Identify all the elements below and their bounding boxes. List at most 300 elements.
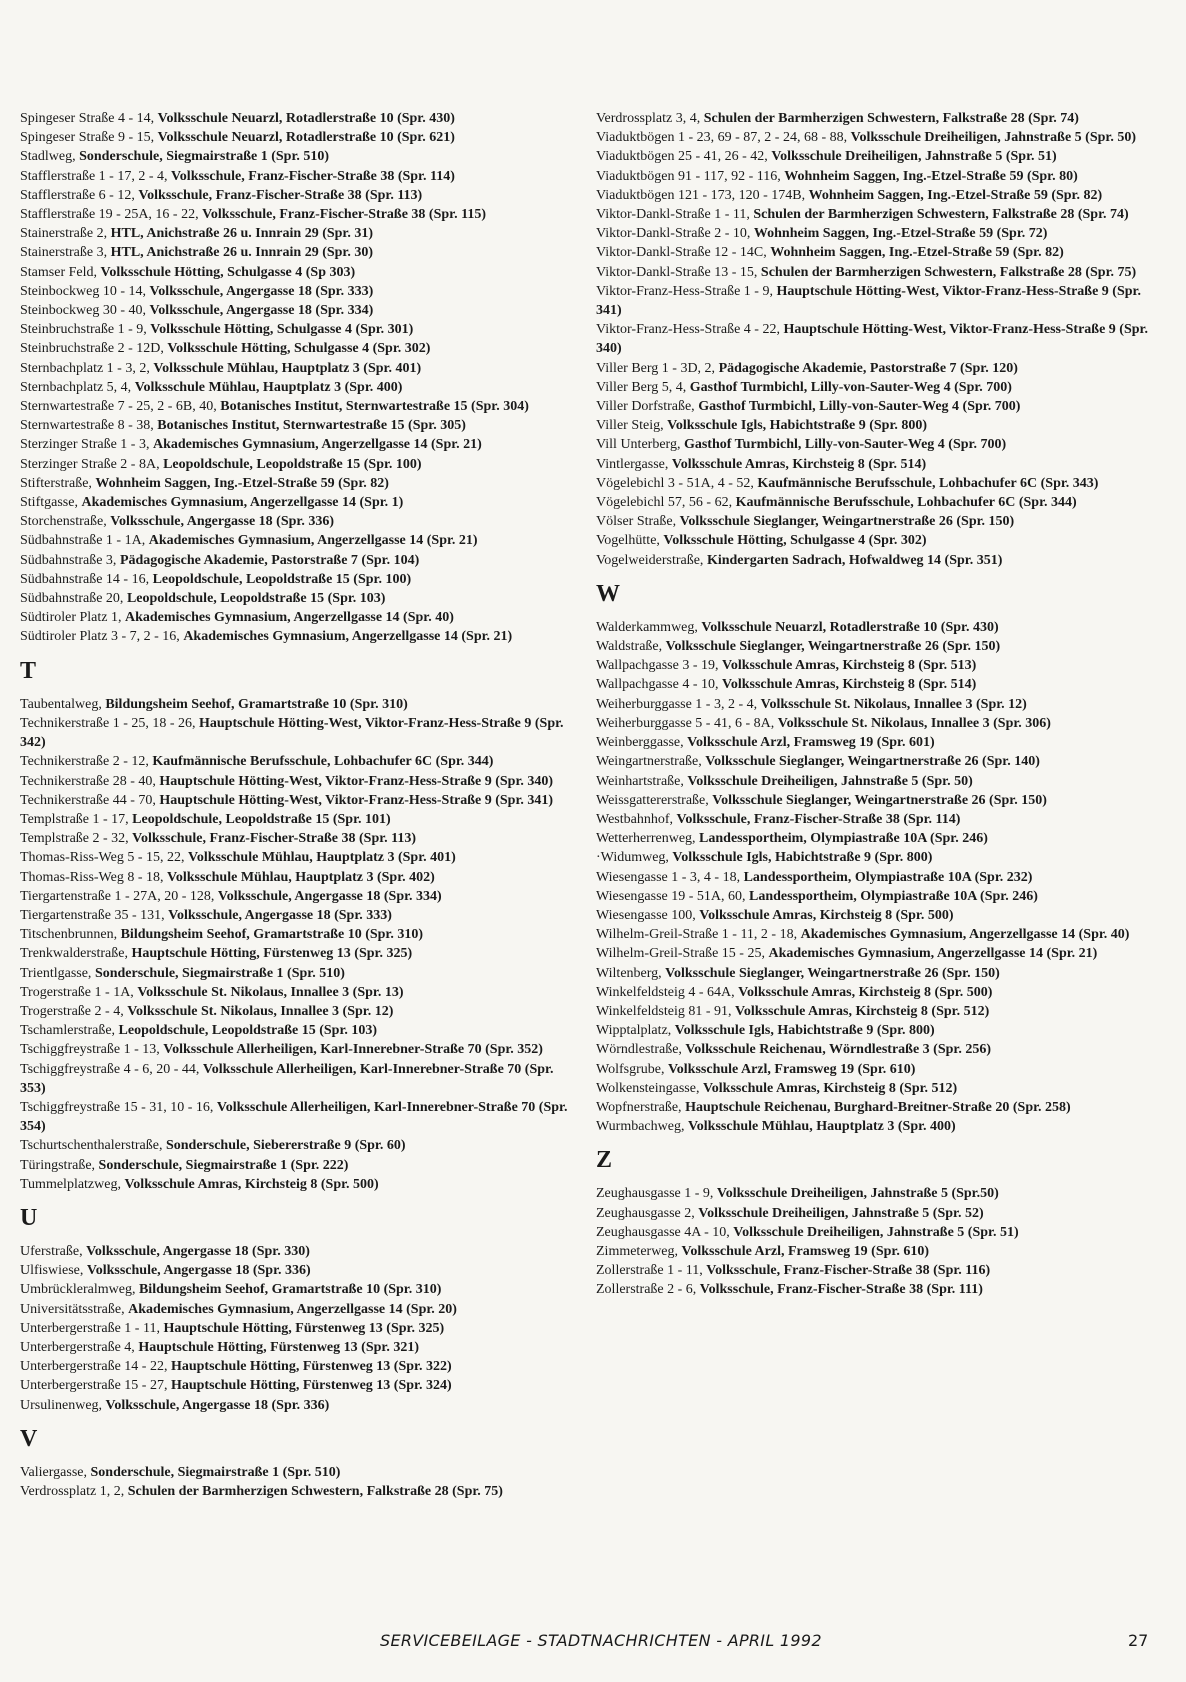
street-name: Technikerstraße 44 - 70, <box>20 792 156 808</box>
school-assignment: Volksschule, Franz-Fischer-Straße 38 (Spr. 113) <box>132 831 417 847</box>
street-entry <box>596 416 1156 435</box>
school-assignment: Gasthof Turmbichl, Lilly-von-Sauter-Weg 4 (Spr. 700) <box>689 379 1012 395</box>
street-name: Viaduktbögen 91 - 117, 92 - 116, <box>596 168 781 184</box>
street-name: Viktor-Dankl-Straße 1 - 11, <box>596 207 750 223</box>
street-entry <box>596 263 1156 282</box>
school-assignment: Volksschule Dreiheiligen, Jahnstraße 5 (Spr. 51) <box>733 1224 1019 1240</box>
school-assignment: Volksschule Allerheiligen, Karl-Innerebner-Straße 70 (Spr. 352) <box>163 1042 543 1058</box>
street-name: Viaduktbögen 1 - 23, 69 - 87, 2 - 24, 68 - 88, <box>596 130 848 146</box>
street-entry <box>596 618 1156 637</box>
street-name: Wolkensteingasse, <box>596 1080 700 1096</box>
street-name: Wolfsgrube, <box>596 1061 665 1077</box>
street-name: Vögelebichl 57, 56 - 62, <box>596 495 733 511</box>
street-name: Steinbockweg 30 - 40, <box>20 303 146 319</box>
school-assignment: Hauptschule Reichenau, Burghard-Breitner-Straße 20 (Spr. 258) <box>685 1099 1071 1115</box>
school-assignment: HTL, Anichstraße 26 u. Innrain 29 (Spr. 30) <box>110 245 374 261</box>
school-assignment: Volksschule, Franz-Fischer-Straße 38 (Spr. 111) <box>699 1282 983 1298</box>
school-assignment: Volksschule Igls, Habichtstraße 9 (Spr. 800) <box>672 850 933 866</box>
street-entry <box>20 263 568 282</box>
street-name: Viktor-Dankl-Straße 13 - 15, <box>596 264 758 280</box>
street-entry <box>596 243 1156 262</box>
section-letter: V <box>20 1425 38 1452</box>
street-name: Weinhartstraße, <box>596 773 684 789</box>
school-assignment: Volksschule Sieglanger, Weingartnerstraße 26 (Spr. 140) <box>705 754 1040 770</box>
school-assignment: Landessportheim, Olympiastraße 10A (Spr. 246) <box>699 831 988 847</box>
street-entry <box>20 224 568 243</box>
street-name: Spingeser Straße 4 - 14, <box>20 111 155 126</box>
school-assignment: Volksschule Arzl, Framsweg 19 (Spr. 610) <box>681 1243 929 1259</box>
street-entry <box>596 964 1156 983</box>
school-assignment: Leopoldschule, Leopoldstraße 15 (Spr. 103) <box>126 591 386 607</box>
school-assignment: Volksschule Allerheiligen, Karl-Innerebner-Straße 70 (Spr. 354) <box>20 1099 568 1135</box>
street-entry <box>596 1060 1156 1079</box>
street-entry <box>20 301 568 320</box>
school-assignment: Akademisches Gymnasium, Angerzellgasse 14 (Spr. 20) <box>128 1301 457 1317</box>
street-name: Vögelebichl 3 - 51A, 4 - 52, <box>596 475 754 491</box>
footer-text: SERVICEBEILAGE - STADTNACHRICHTEN - APRIL 1992 <box>380 1631 822 1650</box>
school-assignment: Volksschule Sieglanger, Weingartnerstraße 26 (Spr. 150) <box>679 514 1015 530</box>
street-name: Wurmbachweg, <box>596 1119 685 1135</box>
school-assignment: Volksschule, Franz-Fischer-Straße 38 (Spr. 114) <box>676 811 961 827</box>
school-assignment: Schulen der Barmherzigen Schwestern, Falkstraße 28 (Spr. 75) <box>760 264 1137 280</box>
street-name: Thomas-Riss-Weg 5 - 15, 22, <box>20 850 185 866</box>
school-assignment: Akademisches Gymnasium, Angerzellgasse 14 (Spr. 1) <box>81 495 404 511</box>
school-assignment: Volksschule Amras, Kirchsteig 8 (Spr. 512) <box>735 1003 990 1019</box>
school-assignment: Bildungsheim Seehof, Gramartstraße 10 (Spr. 310) <box>120 927 424 943</box>
street-name: Stadlweg, <box>20 149 76 165</box>
school-assignment: Volksschule Igls, Habichtstraße 9 (Spr. 800) <box>667 418 928 434</box>
street-name: Titschenbrunnen, <box>20 927 118 943</box>
street-entry <box>596 1098 1156 1117</box>
street-entry <box>20 1098 568 1136</box>
street-entry <box>20 1376 568 1395</box>
street-name: Unterbergerstraße 15 - 27, <box>20 1378 168 1394</box>
school-assignment: Gasthof Turmbichl, Lilly-von-Sauter-Weg 4 (Spr. 700) <box>698 399 1021 415</box>
street-entry <box>20 1300 568 1319</box>
street-name: Universitätsstraße, <box>20 1301 125 1317</box>
school-assignment: Kaufmännische Berufsschule, Lohbachufer 6C (Spr. 344) <box>735 495 1077 511</box>
street-entry <box>596 829 1156 848</box>
school-assignment: Schulen der Barmherzigen Schwestern, Falkstraße 28 (Spr. 74) <box>753 207 1129 223</box>
street-name: Sternbachplatz 1 - 3, 2, <box>20 360 150 376</box>
school-assignment: Volksschule St. Nikolaus, Innallee 3 (Spr. 306) <box>777 715 1051 731</box>
street-entry <box>20 714 568 752</box>
street-entry <box>596 848 1156 867</box>
school-assignment: Leopoldschule, Leopoldstraße 15 (Spr. 100) <box>152 571 412 587</box>
street-name: Trogerstraße 2 - 4, <box>20 1003 124 1019</box>
street-name: Walderkammweg, <box>596 619 698 635</box>
school-assignment: Wohnheim Saggen, Ing.-Etzel-Straße 59 (Spr. 82) <box>808 187 1103 203</box>
street-entry <box>20 493 568 512</box>
street-entry <box>20 589 568 608</box>
street-entry <box>596 772 1156 791</box>
street-entry <box>596 1002 1156 1021</box>
street-entry <box>596 791 1156 810</box>
school-assignment: Sonderschule, Siegmairstraße 1 (Spr. 510) <box>79 149 330 165</box>
street-entry <box>20 455 568 474</box>
street-name: Tschiggfreystraße 4 - 6, 20 - 44, <box>20 1061 200 1077</box>
street-name: Unterbergerstraße 14 - 22, <box>20 1359 168 1375</box>
street-entry <box>20 551 568 570</box>
street-name: Viller Dorfstraße, <box>596 399 695 415</box>
street-entry <box>596 752 1156 771</box>
school-assignment: Volksschule, Angergasse 18 (Spr. 330) <box>86 1243 310 1259</box>
street-entry <box>20 128 568 147</box>
street-entry <box>20 887 568 906</box>
street-name: Weinberggasse, <box>596 735 684 751</box>
street-entry <box>596 695 1156 714</box>
school-assignment: Volksschule, Angergasse 18 (Spr. 333) <box>168 907 392 923</box>
street-entry <box>596 810 1156 829</box>
street-name: Sternwartestraße 8 - 38, <box>20 418 154 434</box>
school-assignment: Schulen der Barmherzigen Schwestern, Falkstraße 28 (Spr. 74) <box>703 111 1079 126</box>
street-name: Türingstraße, <box>20 1157 96 1173</box>
school-assignment: Volksschule Amras, Kirchsteig 8 (Spr. 512) <box>702 1080 958 1096</box>
street-name: Viller Berg 5, 4, <box>596 379 687 395</box>
street-entry <box>20 512 568 531</box>
street-name: Tiergartenstraße 1 - 27A, 20 - 128, <box>20 888 215 904</box>
street-name: Sterzinger Straße 2 - 8A, <box>20 456 160 472</box>
school-assignment: Schulen der Barmherzigen Schwestern, Falkstraße 28 (Spr. 75) <box>127 1484 503 1499</box>
school-assignment: Volksschule, Franz-Fischer-Straße 38 (Spr. 115) <box>202 207 486 223</box>
street-name: Vogelhütte, <box>596 533 660 549</box>
page-number: 27 <box>1128 1631 1149 1650</box>
school-assignment: Volksschule, Angergasse 18 (Spr. 336) <box>110 514 334 530</box>
school-assignment: Volksschule Dreiheiligen, Jahnstraße 5 (Spr. 50) <box>687 773 973 789</box>
school-assignment: Sonderschule, Siegmairstraße 1 (Spr. 510) <box>94 965 345 981</box>
street-name: Zeughausgasse 4A - 10, <box>596 1224 730 1240</box>
street-name: Stainerstraße 2, <box>20 226 108 242</box>
school-assignment: Hauptschule Hötting, Fürstenweg 13 (Spr. 324) <box>170 1378 452 1394</box>
school-assignment: Hauptschule Hötting, Fürstenweg 13 (Spr. 325) <box>163 1320 445 1336</box>
street-entry <box>596 983 1156 1002</box>
school-assignment: Volksschule Mühlau, Hauptplatz 3 (Spr. 400) <box>687 1119 956 1135</box>
school-assignment: Volksschule Neuarzl, Rotadlerstraße 10 (Spr. 430) <box>701 619 999 635</box>
street-name: Viaduktbögen 121 - 173, 120 - 174B, <box>596 187 806 203</box>
street-entry <box>20 1482 568 1501</box>
street-name: Zollerstraße 1 - 11, <box>596 1263 703 1279</box>
street-name: Viktor-Franz-Hess-Straße 4 - 22, <box>596 322 780 338</box>
left-column <box>20 109 568 1501</box>
school-assignment: Akademisches Gymnasium, Angerzellgasse 14 (Spr. 21) <box>148 533 478 549</box>
street-entry <box>596 205 1156 224</box>
street-entry <box>20 243 568 262</box>
street-entry <box>20 1040 568 1059</box>
street-entry <box>596 944 1156 963</box>
school-assignment: Volksschule St. Nikolaus, Innallee 3 (Spr. 12) <box>127 1003 394 1019</box>
section-letter: W <box>596 580 620 607</box>
street-name: Tschamlerstraße, <box>20 1023 116 1039</box>
school-assignment: Wohnheim Saggen, Ing.-Etzel-Straße 59 (Spr. 82) <box>770 245 1064 261</box>
school-assignment: Volksschule Allerheiligen, Karl-Innerebner-Straße 70 (Spr. 353) <box>20 1061 554 1096</box>
school-assignment: Akademisches Gymnasium, Angerzellgasse 14 (Spr. 21) <box>768 946 1098 962</box>
school-assignment: Volksschule Mühlau, Hauptplatz 3 (Spr. 402) <box>167 869 435 885</box>
street-name: Viller Steig, <box>596 418 664 434</box>
street-name: Viktor-Dankl-Straße 12 - 14C, <box>596 245 767 261</box>
street-name: Viaduktbögen 25 - 41, 26 - 42, <box>596 149 768 165</box>
school-assignment: Hauptschule Hötting-West, Viktor-Franz-Hess-Straße 9 (Spr. 342) <box>20 715 564 751</box>
street-entry <box>20 868 568 887</box>
street-entry <box>596 224 1156 243</box>
street-name: Technikerstraße 28 - 40, <box>20 773 156 789</box>
street-name: Vintlergasse, <box>596 456 669 472</box>
school-assignment: Volksschule Mühlau, Hauptplatz 3 (Spr. 400) <box>134 379 403 395</box>
section-letter: U <box>20 1204 38 1231</box>
street-name: Steinbockweg 10 - 14, <box>20 283 146 299</box>
street-name: Viktor-Dankl-Straße 2 - 10, <box>596 226 751 242</box>
street-entry <box>20 416 568 435</box>
street-entry <box>596 378 1156 397</box>
street-entry <box>20 1280 568 1299</box>
street-entry <box>596 887 1156 906</box>
street-entry <box>20 1156 568 1175</box>
street-name: Winkelfeldsteig 4 - 64A, <box>596 984 735 1000</box>
street-name: Südbahnstraße 14 - 16, <box>20 571 150 587</box>
street-name: Valiergasse, <box>20 1464 87 1480</box>
school-assignment: Volksschule Sieglanger, Weingartnerstraße 26 (Spr. 150) <box>712 792 1047 808</box>
street-entry <box>596 925 1156 944</box>
school-assignment: Volksschule Sieglanger, Weingartnerstraße 26 (Spr. 150) <box>665 965 1000 981</box>
street-entry <box>596 455 1156 474</box>
street-entry <box>20 627 568 646</box>
street-entry <box>596 1079 1156 1098</box>
street-entry <box>596 1242 1156 1261</box>
street-name: Tschiggfreystraße 1 - 13, <box>20 1042 160 1058</box>
street-entry <box>596 397 1156 416</box>
school-assignment: Wohnheim Saggen, Ing.-Etzel-Straße 59 (Spr. 80) <box>784 168 1078 184</box>
street-name: Vill Unterberg, <box>596 437 681 453</box>
street-entry <box>20 474 568 493</box>
school-assignment: Volksschule, Franz-Fischer-Straße 38 (Spr. 114) <box>170 168 455 184</box>
street-entry <box>596 282 1156 320</box>
street-name: Steinbruchstraße 2 - 12D, <box>20 341 164 357</box>
street-entry <box>20 320 568 339</box>
street-name: Südbahnstraße 1 - 1A, <box>20 533 146 549</box>
school-assignment: Volksschule Amras, Kirchsteig 8 (Spr. 500) <box>699 907 954 923</box>
street-name: Weingartnerstraße, <box>596 754 702 770</box>
school-assignment: Volksschule Dreiheiligen, Jahnstraße 5 (Spr.50) <box>716 1186 999 1202</box>
street-name: Tschiggfreystraße 15 - 31, 10 - 16, <box>20 1099 214 1115</box>
school-assignment: Volksschule Dreiheiligen, Jahnstraße 5 (Spr. 50) <box>850 130 1136 146</box>
street-name: Zeughausgasse 2, <box>596 1205 695 1221</box>
street-name: Trenkwalderstraße, <box>20 946 128 962</box>
school-assignment: Wohnheim Saggen, Ing.-Etzel-Straße 59 (Spr. 82) <box>95 475 389 491</box>
street-name: Storchenstraße, <box>20 514 107 530</box>
street-entry <box>596 1117 1156 1136</box>
street-name: Winkelfeldsteig 81 - 91, <box>596 1003 732 1019</box>
street-entry <box>20 964 568 983</box>
school-assignment: Volksschule St. Nikolaus, Innallee 3 (Spr. 12) <box>760 696 1027 712</box>
street-entry <box>20 1060 568 1098</box>
street-name: Uferstraße, <box>20 1243 83 1259</box>
street-name: Technikerstraße 2 - 12, <box>20 754 149 770</box>
street-name: Technikerstraße 1 - 25, 18 - 26, <box>20 715 196 731</box>
school-assignment: Volksschule, Angergasse 18 (Spr. 336) <box>105 1397 330 1413</box>
street-entry <box>20 1261 568 1280</box>
street-entry <box>596 109 1156 128</box>
school-assignment: Kaufmännische Berufsschule, Lohbachufer 6C (Spr. 343) <box>757 475 1099 491</box>
street-name: Wallpachgasse 3 - 19, <box>596 658 719 674</box>
school-assignment: Akademisches Gymnasium, Angerzellgasse 14 (Spr. 21) <box>183 629 513 645</box>
school-assignment: Bildungsheim Seehof, Gramartstraße 10 (Spr. 310) <box>105 696 408 712</box>
street-entry <box>20 752 568 771</box>
school-assignment: Leopoldschule, Leopoldstraße 15 (Spr. 103) <box>118 1023 378 1039</box>
street-entry <box>596 733 1156 752</box>
street-name: Wipptalplatz, <box>596 1023 672 1039</box>
street-name: Umbrückleralmweg, <box>20 1282 136 1298</box>
street-name: Südbahnstraße 20, <box>20 591 124 607</box>
school-assignment: Volksschule Neuarzl, Rotadlerstraße 10 (Spr. 621) <box>157 130 455 146</box>
street-entry <box>596 512 1156 531</box>
street-entry <box>20 109 568 128</box>
street-name: Thomas-Riss-Weg 8 - 18, <box>20 869 164 885</box>
street-entry <box>596 531 1156 550</box>
school-assignment: Volksschule, Angergasse 18 (Spr. 333) <box>149 283 374 299</box>
school-assignment: Hauptschule Hötting, Fürstenweg 13 (Spr. 322) <box>170 1359 452 1375</box>
school-assignment: Hauptschule Hötting, Fürstenweg 13 (Spr. 325) <box>131 946 413 962</box>
street-entry <box>20 1338 568 1357</box>
street-name: Wiesengasse 1 - 3, 4 - 18, <box>596 869 741 885</box>
street-name: Südtiroler Platz 3 - 7, 2 - 16, <box>20 629 180 645</box>
street-entry <box>596 167 1156 186</box>
section-letter: T <box>20 657 37 684</box>
street-entry <box>20 983 568 1002</box>
street-entry <box>20 906 568 925</box>
street-name: Westbahnhof, <box>596 811 674 827</box>
street-name: ·Widumweg, <box>596 850 669 866</box>
school-assignment: Volksschule Dreiheiligen, Jahnstraße 5 (Spr. 51) <box>771 149 1057 165</box>
street-entry <box>596 1184 1156 1203</box>
school-assignment: Volksschule, Angergasse 18 (Spr. 336) <box>86 1263 311 1279</box>
street-name: Wiesengasse 19 - 51A, 60, <box>596 888 746 904</box>
street-entry <box>596 1021 1156 1040</box>
school-assignment: Volksschule Arzl, Framsweg 19 (Spr. 601) <box>687 735 935 751</box>
street-name: Unterbergerstraße 4, <box>20 1339 135 1355</box>
street-entry <box>20 1175 568 1194</box>
street-entry <box>20 608 568 627</box>
school-assignment: Volksschule, Franz-Fischer-Straße 38 (Spr. 116) <box>706 1263 991 1279</box>
street-name: Viktor-Franz-Hess-Straße 1 - 9, <box>596 283 773 299</box>
street-name: Tiergartenstraße 35 - 131, <box>20 907 165 923</box>
school-assignment: Volksschule Igls, Habichtstraße 9 (Spr. 800) <box>674 1023 935 1039</box>
street-name: Stafflerstraße 19 - 25A, 16 - 22, <box>20 207 199 223</box>
street-name: Unterbergerstraße 1 - 11, <box>20 1320 160 1336</box>
street-name: Steinbruchstraße 1 - 9, <box>20 322 147 338</box>
street-entry <box>596 1280 1156 1299</box>
street-name: Ursulinenweg, <box>20 1397 103 1413</box>
street-name: Tummelplatzweg, <box>20 1176 121 1192</box>
street-entry <box>596 435 1156 454</box>
street-name: Wörndlestraße, <box>596 1042 682 1058</box>
street-entry <box>596 128 1156 147</box>
school-assignment: Hauptschule Hötting-West, Viktor-Franz-Hess-Straße 9 (Spr. 341) <box>596 283 1141 319</box>
street-name: Wilhelm-Greil-Straße 1 - 11, 2 - 18, <box>596 927 798 943</box>
school-assignment: Volksschule Hötting, Schulgasse 4 (Spr. 302) <box>663 533 927 549</box>
street-name: Wallpachgasse 4 - 10, <box>596 677 719 693</box>
school-assignment: Volksschule Amras, Kirchsteig 8 (Spr. 514) <box>671 456 927 472</box>
school-assignment: Volksschule Hötting, Schulgasse 4 (Spr. 302) <box>167 341 431 357</box>
street-name: Sterzinger Straße 1 - 3, <box>20 437 150 453</box>
section-letter: Z <box>596 1147 613 1174</box>
school-assignment: Volksschule Amras, Kirchsteig 8 (Spr. 500) <box>738 984 993 1000</box>
street-entry <box>20 810 568 829</box>
street-entry <box>596 868 1156 887</box>
school-assignment: Gasthof Turmbichl, Lilly-von-Sauter-Weg 4 (Spr. 700) <box>683 437 1007 453</box>
page-footer <box>0 1631 1186 1655</box>
street-name: Südtiroler Platz 1, <box>20 610 122 626</box>
street-entry <box>20 925 568 944</box>
street-entry <box>20 378 568 397</box>
street-entry <box>20 1136 568 1155</box>
street-name: Vogelweiderstraße, <box>596 552 704 568</box>
street-name: Zollerstraße 2 - 6, <box>596 1282 697 1298</box>
street-entry <box>20 944 568 963</box>
street-name: Trogerstraße 1 - 1A, <box>20 984 134 1000</box>
school-assignment: Volksschule Amras, Kirchsteig 8 (Spr. 514) <box>722 677 977 693</box>
school-assignment: Hauptschule Hötting-West, Viktor-Franz-Hess-Straße 9 (Spr. 340) <box>596 322 1148 357</box>
street-entry <box>20 1021 568 1040</box>
school-assignment: Landessportheim, Olympiastraße 10A (Spr. 246) <box>749 888 1038 904</box>
street-entry <box>20 695 568 714</box>
street-entry <box>20 791 568 810</box>
school-assignment: Hauptschule Hötting-West, Viktor-Franz-Hess-Straße 9 (Spr. 340) <box>159 773 554 789</box>
school-assignment: Wohnheim Saggen, Ing.-Etzel-Straße 59 (Spr. 72) <box>753 226 1048 242</box>
street-name: Stifterstraße, <box>20 475 92 491</box>
street-name: Weissgattererstraße, <box>596 792 709 808</box>
street-name: Südbahnstraße 3, <box>20 552 117 568</box>
street-entry <box>20 1002 568 1021</box>
street-name: Völser Straße, <box>596 514 677 530</box>
street-name: Weiherburggasse 1 - 3, 2 - 4, <box>596 696 758 712</box>
street-entry <box>20 772 568 791</box>
street-name: Wiesengasse 100, <box>596 907 696 923</box>
street-name: Weiherburggasse 5 - 41, 6 - 8A, <box>596 715 775 731</box>
school-assignment: Leopoldschule, Leopoldstraße 15 (Spr. 101) <box>132 811 391 827</box>
school-assignment: Hauptschule Hötting, Fürstenweg 13 (Spr. 321) <box>138 1339 419 1355</box>
school-assignment: Hauptschule Hötting-West, Viktor-Franz-Hess-Straße 9 (Spr. 341) <box>159 792 554 808</box>
school-assignment: Akademisches Gymnasium, Angerzellgasse 14 (Spr. 40) <box>800 927 1130 943</box>
school-assignment: Pädagogische Akademie, Pastorstraße 7 (Spr. 120) <box>718 360 1018 376</box>
street-name: Viller Berg 1 - 3D, 2, <box>596 360 716 376</box>
street-entry <box>596 551 1156 570</box>
school-assignment: Landessportheim, Olympiastraße 10A (Spr. 232) <box>743 869 1033 885</box>
school-assignment: Bildungsheim Seehof, Gramartstraße 10 (Spr. 310) <box>138 1282 442 1298</box>
street-name: Tschurtschenthalerstraße, <box>20 1138 163 1154</box>
school-assignment: Volksschule, Angergasse 18 (Spr. 334) <box>217 888 442 904</box>
street-name: Wilhelm-Greil-Straße 15 - 25, <box>596 946 765 962</box>
street-name: Sternbachplatz 5, 4, <box>20 379 132 395</box>
street-name: Stafflerstraße 1 - 17, 2 - 4, <box>20 168 168 184</box>
school-assignment: Volksschule Mühlau, Hauptplatz 3 (Spr. 401) <box>153 360 422 376</box>
street-entry <box>20 397 568 416</box>
street-entry <box>20 570 568 589</box>
street-name: Spingeser Straße 9 - 15, <box>20 130 155 146</box>
school-assignment: Pädagogische Akademie, Pastorstraße 7 (Spr. 104) <box>119 552 420 568</box>
school-assignment: Akademisches Gymnasium, Angerzellgasse 14 (Spr. 21) <box>152 437 482 453</box>
street-entry <box>20 829 568 848</box>
street-entry <box>20 1319 568 1338</box>
school-assignment: Volksschule, Franz-Fischer-Straße 38 (Spr. 113) <box>138 187 423 203</box>
school-assignment: Volksschule Neuarzl, Rotadlerstraße 10 (Spr. 430) <box>157 111 455 126</box>
street-entry <box>20 1396 568 1415</box>
school-assignment: Kaufmännische Berufsschule, Lohbachufer 6C (Spr. 344) <box>152 754 494 770</box>
street-entry <box>596 714 1156 733</box>
school-assignment: Volksschule Hötting, Schulgasse 4 (Spr. 301) <box>150 322 414 338</box>
street-entry <box>596 1204 1156 1223</box>
street-entry <box>20 531 568 550</box>
street-entry <box>596 186 1156 205</box>
street-name: Templstraße 1 - 17, <box>20 811 129 827</box>
